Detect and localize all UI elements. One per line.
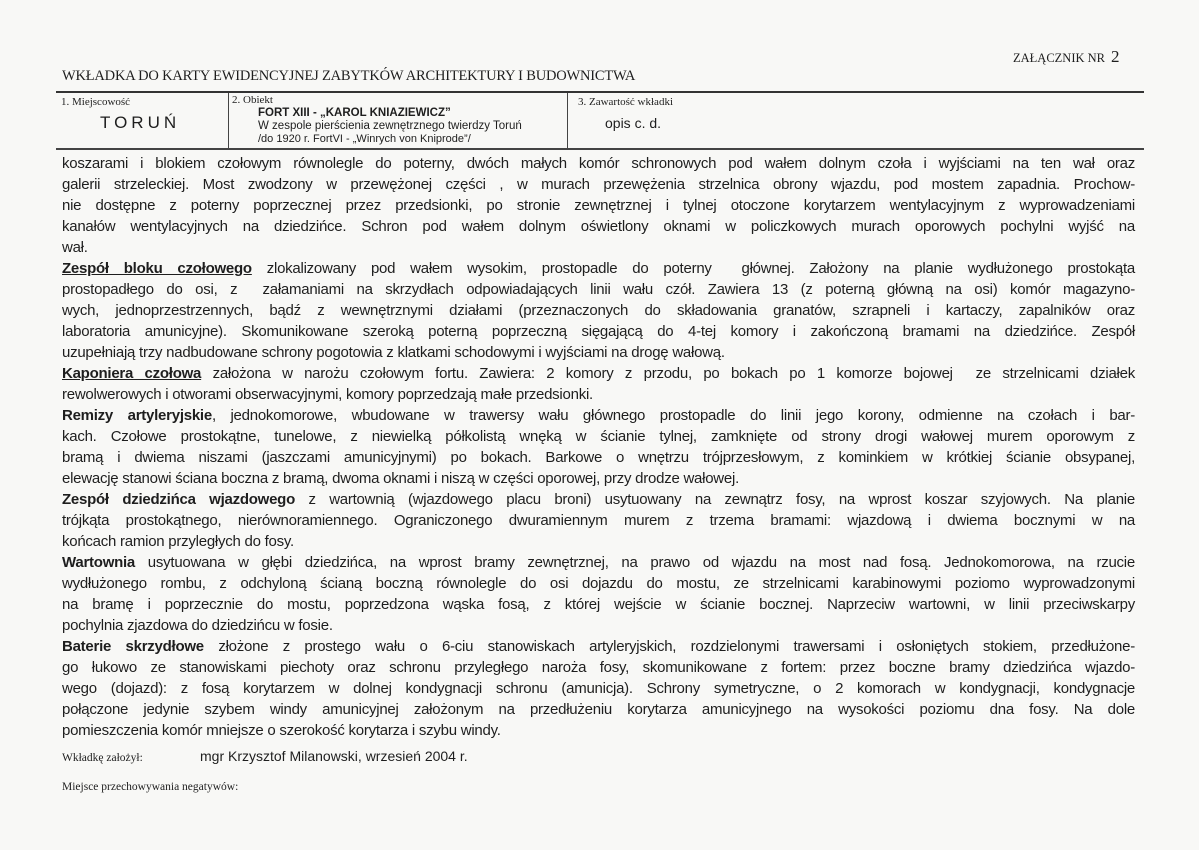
text-line bbox=[62, 279, 1135, 300]
line-text: uzupełniają trzy nadbudowane schrony pogotowia z klatkami schodowymi i wyjściami na drogę wałową. bbox=[62, 344, 725, 361]
document-title: WKŁADKA DO KARTY EWIDENCYJNEJ ZABYTKÓW ARCHITEKTURY I BUDOWNICTWA bbox=[62, 68, 636, 84]
text-line bbox=[62, 447, 1135, 468]
line-text: z wartownią (wjazdowego placu broni) usytuowany na zewnątrz fosy, na wprost koszar szyjowych. Na planie bbox=[295, 491, 1135, 508]
line-text: wych, jednoprzestrzennych, bądź z wewnętrznymi działami (przeznaczonych do składowania granatów, szrapneli i kartaczy, zapalników oraz bbox=[62, 302, 1135, 319]
annex-label-text: ZAŁĄCZNIK NR bbox=[1013, 51, 1106, 65]
line-text: złożone z prostego wału o 6-ciu stanowiskach artyleryjskich, rozdzielonymi trawersami i osłoniętych stokiem, przedłużone- bbox=[203, 638, 1135, 655]
line-text: na bramę i poprzecznie do mostu, poprzedzona wąska fosą, z której wejście w ścianie bocznej. Naprzeciw wartowni, w linii przeciwskarpy bbox=[62, 596, 1135, 613]
text-line bbox=[62, 426, 1135, 447]
text-line bbox=[62, 531, 1135, 552]
line-text: wego (dojazd): z fosą korytarzem w dolnej kondygnacji schronu (amunicja). Schrony symetryczne, o 2 komorach w kondygnacji, kondygnacje bbox=[62, 680, 1135, 697]
locality-label: 1. Miejscowość bbox=[61, 96, 131, 108]
line-text: pomieszczenia komór mniejsze o szerokość korytarza i szybu windy. bbox=[62, 722, 501, 739]
author-value: mgr Krzysztof Milanowski, wrzesień 2004 r. bbox=[200, 748, 468, 764]
line-text: trójkąta prostokątnego, nierównoramiennego. Ograniczonego dwuramiennym murem z trzema bramami: wjazdową i dwiema bocznymi w na bbox=[62, 512, 1135, 529]
line-text: rewolwerowych i otworami obserwacyjnymi, komory poprzedzają małe przedsionki. bbox=[62, 386, 593, 403]
text-line bbox=[62, 405, 1135, 426]
line-text: zlokalizowany pod wałem wysokim, prostopadle do poterny głównej. Założony na planie wydłużonego prostokąta bbox=[251, 260, 1136, 277]
paragraph bbox=[62, 552, 1135, 636]
text-line bbox=[62, 216, 1135, 237]
text-line bbox=[62, 489, 1135, 510]
line-text: prostopadłego do osi, z załamaniami na skrzydłach odpowiadających linii wału czół. Zawiera 13 (z poterną główną na osi) komór magazyno- bbox=[62, 281, 1135, 298]
line-text: wydłużonego rombu, z odchyloną ścianą boczną równolegle do osi dojazdu do mostu, ze strzelnicami karabinowymi poziomo wyprowadzonymi bbox=[62, 575, 1135, 592]
paragraph bbox=[62, 636, 1135, 741]
section-heading: Kaponiera czołowa bbox=[62, 365, 202, 382]
line-text: końcach ramion przyległych do fosy. bbox=[62, 533, 294, 550]
text-line bbox=[62, 678, 1135, 699]
line-text: założona w narożu czołowym fortu. Zawiera: 2 komory z przodu, po bokach po 1 komorze bojowej ze strzelnicami działek bbox=[201, 365, 1135, 382]
text-line bbox=[62, 573, 1135, 594]
text-line bbox=[62, 594, 1135, 615]
text-line bbox=[62, 552, 1135, 573]
annex-label bbox=[1013, 47, 1120, 67]
content-label: 3. Zawartość wkładki bbox=[578, 96, 673, 108]
paragraph bbox=[62, 405, 1135, 489]
text-line bbox=[62, 699, 1135, 720]
author-label: Wkładkę założył: bbox=[62, 752, 143, 764]
section-heading: Remizy artyleryjskie bbox=[62, 407, 212, 424]
description-text bbox=[62, 153, 1135, 741]
text-line bbox=[62, 300, 1135, 321]
section-heading: Zespół bloku czołowego bbox=[62, 260, 252, 277]
text-line bbox=[62, 510, 1135, 531]
text-line bbox=[62, 657, 1135, 678]
paragraph bbox=[62, 153, 1135, 258]
paragraph bbox=[62, 363, 1135, 405]
text-line bbox=[62, 342, 1135, 363]
paragraph bbox=[62, 258, 1135, 363]
line-text: elewację stanowi ściana boczna z bramą, dwoma oknami i niszą w części oporowej, przy drodze wałowej. bbox=[62, 470, 739, 487]
line-text: nie dostępne z poterny poprzecznej przez przedsionki, po stronie zewnętrznej i tylnej otoczone korytarzem wentylacyjnym z wyprowadzeniami bbox=[62, 197, 1135, 214]
header-table bbox=[56, 91, 1144, 150]
text-line bbox=[62, 363, 1135, 384]
paragraph bbox=[62, 489, 1135, 552]
text-line bbox=[62, 195, 1135, 216]
text-line bbox=[62, 720, 1135, 741]
object-description: W zespole pierścienia zewnętrznego twierdzy Toruń bbox=[258, 120, 522, 132]
section-heading: Zespół dziedzińca wjazdowego bbox=[62, 491, 295, 508]
line-text: kanałów wentylacyjnych na dziedzińce. Schron pod wałem dolnym oświetlony oknami w policzkowych murach oporowych pochylni wyjść na bbox=[62, 218, 1135, 235]
line-text: galerii strzeleckiej. Most zwodzony w przewężonej części , w murach przewężenia strzelnica obrony wjazdu, pod mostem zapadnia. Prochow- bbox=[62, 176, 1135, 193]
content-value: opis c. d. bbox=[605, 115, 662, 131]
text-line bbox=[62, 174, 1135, 195]
line-text: pochylnia zjazdowa do dziedzińcu w fosie. bbox=[62, 617, 333, 634]
line-text: kach. Czołowe prostokątne, tunelowe, z niewielką półkolistą wnęką w ścianie tylnej, zamknięte od strony drogi wałowej murem oporowym z bbox=[62, 428, 1135, 445]
text-line bbox=[62, 153, 1135, 174]
line-text: laboratoria amunicyjne). Skomunikowane szeroką poterną poprzeczną sięgającą do 4-tej komory i zakończoną bramami na dziedzińce. Zespół bbox=[62, 323, 1135, 340]
column-divider bbox=[228, 93, 229, 148]
line-text: , jednokomorowe, wbudowane w trawersy wału głównego prostopadle do linii jego korony, odmienne na czołach i bar- bbox=[211, 407, 1135, 424]
object-former-name: /do 1920 r. FortVI - „Winrych von Kniprode”/ bbox=[258, 133, 471, 145]
negatives-location-label: Miejsce przechowywania negatywów: bbox=[62, 781, 239, 793]
line-text: wał. bbox=[62, 239, 88, 256]
section-heading: Wartownia bbox=[62, 554, 136, 571]
column-divider bbox=[567, 93, 568, 148]
line-text: usytuowana w głębi dziedzińca, na wprost bramy zewnętrznej, na prawo od wjazdu na most nad fosą. Jednokomorowa, na rzucie bbox=[135, 554, 1135, 571]
text-line bbox=[62, 321, 1135, 342]
object-name: FORT XIII - „KAROL KNIAZIEWICZ” bbox=[258, 107, 451, 119]
locality-value: TORUŃ bbox=[100, 113, 181, 132]
line-text: połączone jedynie szybem windy amunicyjnej założonym na przedłużeniu korytarza amunicyjnego na wysokości poziomu dna fosy. Na dole bbox=[62, 701, 1135, 718]
text-line bbox=[62, 636, 1135, 657]
line-text: koszarami i blokiem czołowym równolegle do poterny, dwóch małych komór schronowych pod wałem dolnym czoła i wyjściami na ten wał oraz bbox=[62, 155, 1135, 172]
line-text: go łukowo ze stanowiskami piechoty oraz schronu przyległego naroża fosy, skomunikowane z fortem: przez boczne bramy dziedzińca wjazdo- bbox=[62, 659, 1135, 676]
section-heading: Baterie skrzydłowe bbox=[62, 638, 204, 655]
text-line bbox=[62, 258, 1135, 279]
annex-number: 2 bbox=[1111, 47, 1120, 66]
object-label: 2. Obiekt bbox=[232, 94, 273, 106]
line-text: bramą i dwiema niszami (jaszczami amunicyjnymi) po bokach. Barkowe o wnętrzu trójprzesłowym, z kominkiem w krótkiej ścianie obsypanej, bbox=[62, 449, 1135, 466]
text-line bbox=[62, 468, 1135, 489]
text-line bbox=[62, 237, 1135, 258]
text-line bbox=[62, 615, 1135, 636]
text-line bbox=[62, 384, 1135, 405]
